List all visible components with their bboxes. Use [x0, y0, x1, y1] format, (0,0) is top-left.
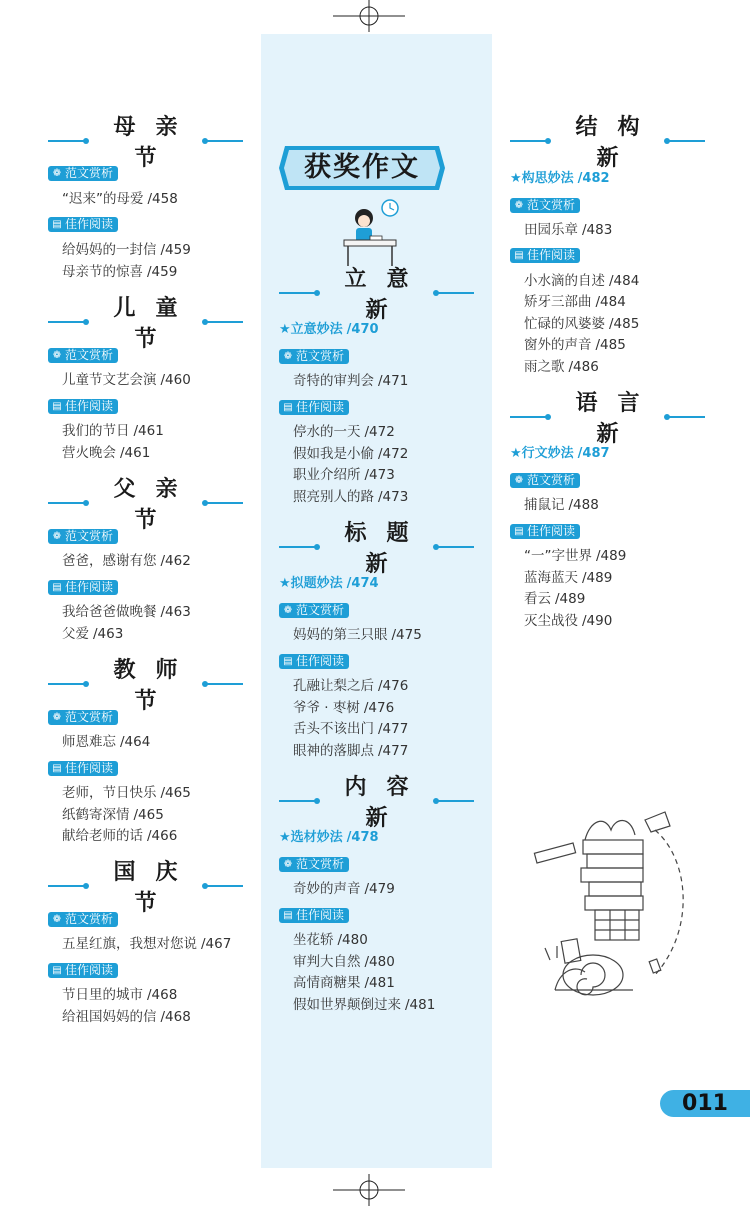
tag-jiazuo: ▤ 佳作阅读: [279, 908, 349, 923]
section-heading-new-title: 标题新: [279, 532, 474, 562]
tag-jiazuo: ▤ 佳作阅读: [48, 580, 118, 595]
tag-fanwen: ❁ 范文赏析: [48, 529, 118, 544]
section-heading-national-day: 国庆节: [48, 871, 243, 901]
model-essay-icon: ❁: [52, 168, 62, 179]
toc-entry[interactable]: 营火晚会 /461: [62, 445, 151, 461]
toc-entry[interactable]: 给祖国妈妈的信 /468: [62, 1009, 191, 1025]
toc-entry[interactable]: 老师，节日快乐 /465: [62, 785, 191, 801]
tag-jiazuo: ▤ 佳作阅读: [279, 400, 349, 415]
toc-entry[interactable]: 我们的节日 /461: [62, 423, 164, 439]
toc-entry[interactable]: 矫牙三部曲 /484: [524, 294, 626, 310]
toc-entry[interactable]: 坐花轿 /480: [293, 932, 368, 948]
toc-entry[interactable]: 儿童节文艺会演 /460: [62, 372, 191, 388]
toc-entry[interactable]: 灭尘战役 /490: [524, 613, 613, 629]
book-icon: ▤: [52, 965, 62, 976]
model-essay-icon: ❁: [52, 531, 62, 542]
toc-entry[interactable]: 雨之歌 /486: [524, 359, 599, 375]
toc-entry[interactable]: 节日里的城市 /468: [62, 987, 178, 1003]
model-essay-icon: ❁: [283, 605, 293, 616]
tag-fanwen: ❁ 范文赏析: [510, 473, 580, 488]
section-heading-new-structure: 结构新: [510, 126, 705, 156]
book-icon: ▤: [52, 219, 62, 230]
toc-entry[interactable]: 孔融让梨之后 /476: [293, 678, 409, 694]
model-essay-icon: ❁: [52, 914, 62, 925]
toc-entry[interactable]: 父爱 /463: [62, 626, 124, 642]
toc-entry[interactable]: 舌头不该出门 /477: [293, 721, 409, 737]
award-essay-banner: [279, 146, 445, 190]
toc-entry[interactable]: 妈妈的第三只眼 /475: [293, 627, 422, 643]
toc-entry[interactable]: 师恩难忘 /464: [62, 734, 151, 750]
toc-entry[interactable]: 职业介绍所 /473: [293, 467, 395, 483]
toc-entry[interactable]: 五星红旗，我想对您说 /467: [62, 936, 232, 952]
tag-jiazuo: ▤ 佳作阅读: [48, 963, 118, 978]
toc-entry[interactable]: 田园乐章 /483: [524, 222, 613, 238]
book-icon: ▤: [283, 402, 293, 413]
method-entry[interactable]: ★立意妙法 /470: [279, 322, 379, 337]
section-heading-new-theme: 立意新: [279, 278, 474, 308]
page-number: 011: [660, 1090, 750, 1117]
section-heading-new-content: 内容新: [279, 786, 474, 816]
method-entry[interactable]: ★行文妙法 /487: [510, 446, 610, 461]
tag-jiazuo: ▤ 佳作阅读: [48, 217, 118, 232]
toc-entry[interactable]: 奇特的审判会 /471: [293, 373, 409, 389]
toc-entry[interactable]: 审判大自然 /480: [293, 954, 395, 970]
crop-mark-bottom: [333, 1174, 405, 1206]
section-heading-new-language: 语言新: [510, 402, 705, 432]
tag-fanwen: ❁ 范文赏析: [48, 912, 118, 927]
model-essay-icon: ❁: [283, 859, 293, 870]
tag-fanwen: ❁ 范文赏析: [279, 857, 349, 872]
toc-entry[interactable]: 小水滴的自述 /484: [524, 273, 640, 289]
crop-mark-top: [333, 0, 405, 32]
book-icon: ▤: [283, 910, 293, 921]
tag-fanwen: ❁ 范文赏析: [279, 603, 349, 618]
tag-jiazuo: ▤ 佳作阅读: [48, 761, 118, 776]
model-essay-icon: ❁: [52, 350, 62, 361]
toc-entry[interactable]: 窗外的声音 /485: [524, 337, 626, 353]
toc-entry[interactable]: 爷爷 · 枣树 /476: [293, 700, 395, 716]
toc-entry[interactable]: 高情商糖果 /481: [293, 975, 395, 991]
book-icon: ▤: [514, 526, 524, 537]
book-icon: ▤: [52, 401, 62, 412]
book-icon: ▤: [283, 656, 293, 667]
toc-entry[interactable]: 假如世界颠倒过来 /481: [293, 997, 436, 1013]
book-icon: ▤: [52, 763, 62, 774]
book-icon: ▤: [514, 250, 524, 261]
tag-jiazuo: ▤ 佳作阅读: [510, 524, 580, 539]
tag-jiazuo: ▤ 佳作阅读: [510, 248, 580, 263]
toc-entry[interactable]: 忙碌的风婆婆 /485: [524, 316, 640, 332]
section-heading-mothers-day: 母亲节: [48, 126, 243, 156]
toc-entry[interactable]: 眼神的落脚点 /477: [293, 743, 409, 759]
toc-entry[interactable]: 照亮别人的路 /473: [293, 489, 409, 505]
method-entry[interactable]: ★拟题妙法 /474: [279, 576, 379, 591]
section-heading-teachers-day: 教师节: [48, 669, 243, 699]
girl-writing-illustration: [340, 198, 404, 268]
tag-fanwen: ❁ 范文赏析: [279, 349, 349, 364]
toc-entry[interactable]: “一”字世界 /489: [524, 548, 627, 564]
toc-entry[interactable]: 母亲节的惊喜 /459: [62, 264, 178, 280]
toc-entry[interactable]: 蓝海蓝天 /489: [524, 570, 613, 586]
book-icon: ▤: [52, 582, 62, 593]
model-essay-icon: ❁: [514, 475, 524, 486]
toc-entry[interactable]: 爸爸，感谢有您 /462: [62, 553, 191, 569]
model-essay-icon: ❁: [514, 200, 524, 211]
tag-fanwen: ❁ 范文赏析: [48, 348, 118, 363]
method-entry[interactable]: ★构思妙法 /482: [510, 171, 610, 186]
tag-fanwen: ❁ 范文赏析: [48, 710, 118, 725]
section-heading-fathers-day: 父亲节: [48, 488, 243, 518]
toc-entry[interactable]: 奇妙的声音 /479: [293, 881, 395, 897]
books-snail-illustration: [515, 800, 695, 1005]
toc-entry[interactable]: 我给爸爸做晚餐 /463: [62, 604, 191, 620]
method-entry[interactable]: ★选材妙法 /478: [279, 830, 379, 845]
tag-fanwen: ❁ 范文赏析: [510, 198, 580, 213]
tag-fanwen: ❁ 范文赏析: [48, 166, 118, 181]
model-essay-icon: ❁: [283, 351, 293, 362]
model-essay-icon: ❁: [52, 712, 62, 723]
section-heading-childrens-day: 儿童节: [48, 307, 243, 337]
toc-entry[interactable]: 给妈妈的一封信 /459: [62, 242, 191, 258]
tag-jiazuo: ▤ 佳作阅读: [48, 399, 118, 414]
toc-entry[interactable]: 纸鹤寄深情 /465: [62, 807, 164, 823]
banner-title: 获奖作文: [304, 152, 420, 183]
toc-entry[interactable]: 捕鼠记 /488: [524, 497, 599, 513]
toc-entry[interactable]: 停水的一天 /472: [293, 424, 395, 440]
tag-jiazuo: ▤ 佳作阅读: [279, 654, 349, 669]
toc-entry[interactable]: 假如我是小偷 /472: [293, 446, 409, 462]
toc-entry[interactable]: 看云 /489: [524, 591, 586, 607]
toc-entry[interactable]: 献给老师的话 /466: [62, 828, 178, 844]
toc-entry[interactable]: “迟来”的母爱 /458: [62, 191, 178, 207]
